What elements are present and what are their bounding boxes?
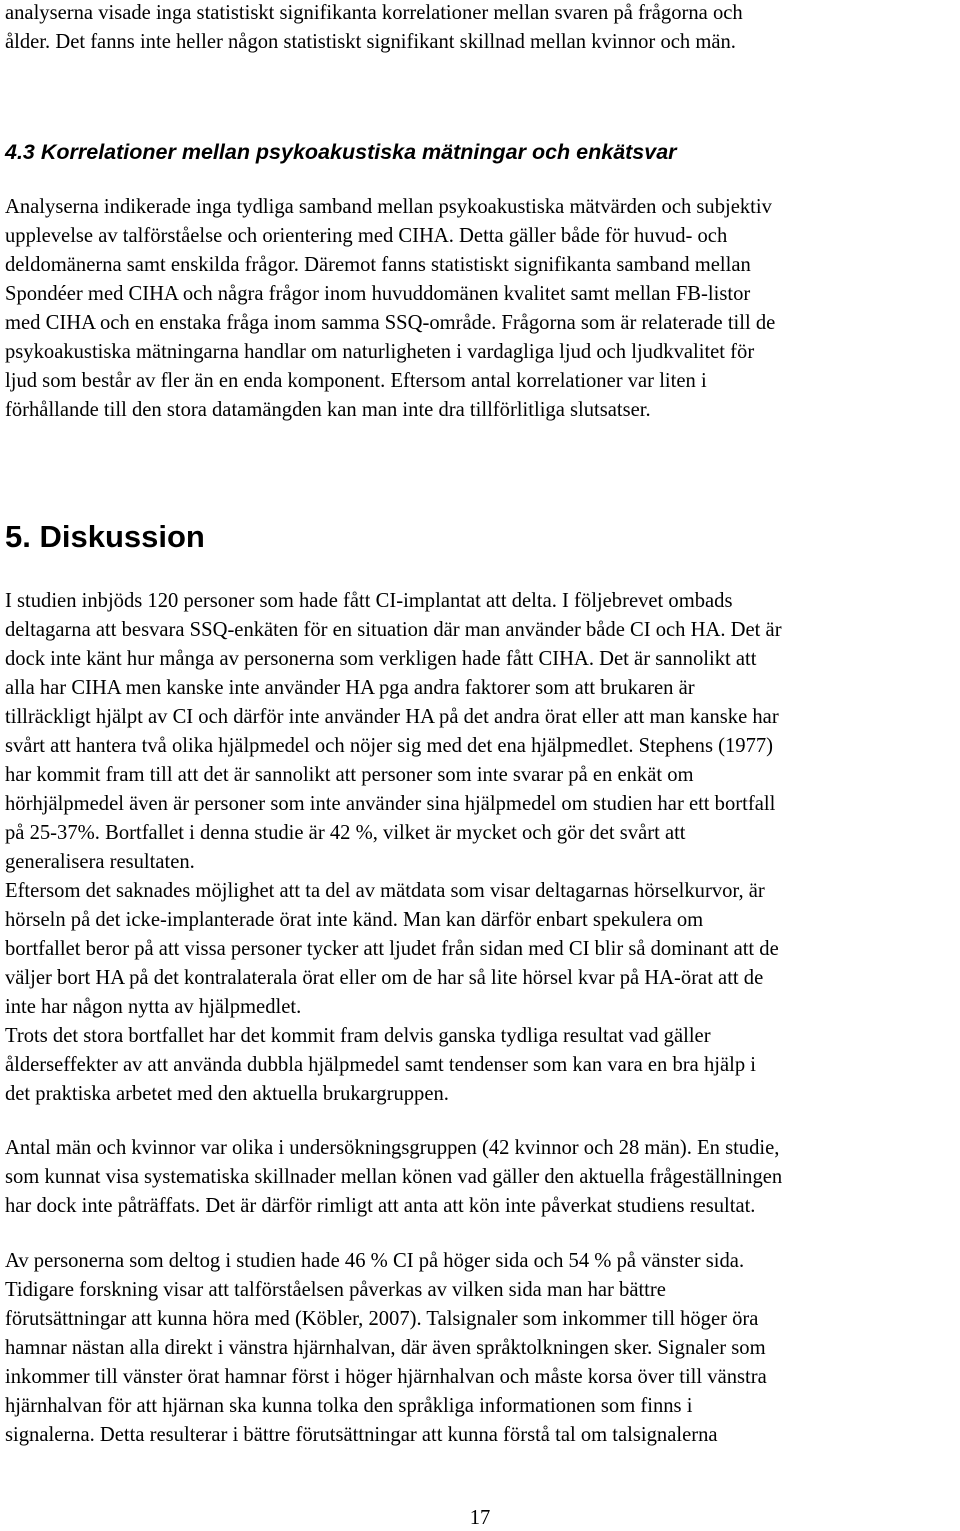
discussion-paragraph-3: Trots det stora bortfallet har det kommit fram delvis ganska tydliga resultat vad gäller ålderseffekter av att använda dubbla hjälpmedel samt tendenser som kan vara en bra hjälp i det praktiska arbetet med den aktuella brukargruppen. — [5, 1025, 756, 1105]
page-number: 17 — [469, 1507, 491, 1529]
discussion-paragraph-5: Av personerna som deltog i studien hade 46 % CI på höger sida och 54 % på vänster sida. Tidigare forskning visar att talförståelsen påverkas av vilken sida man har bättre förutsättningar att kunna höra med (Köbler, 2007). Talsignaler som inkommer till höger öra hamnar nästan alla direkt i vänstra hjärnhalvan, där även språktolkningen sker. Signaler som inkommer till vänster örat hamnar först i höger hjärnhalvan och måste korsa över till vänstra hjärnhalvan för att hjärnan ska kunna tolka den språkliga informationen som finns i signalerna. Detta resulterar i bättre förutsättningar att kunna förstå tal om talsignalerna — [5, 1250, 767, 1446]
discussion-paragraph-1: I studien inbjöds 120 personer som hade fått CI-implantat att delta. I följebrevet ombads deltagarna att besvara SSQ-enkäten för en situation där man använder både CI och HA. Det är dock inte känt hur många av personerna som verkligen hade fått CIHA. Det är sannolikt att alla har CIHA men kanske inte använder HA pga andra faktorer som att brukaren är tillräckligt hjälpt av CI och därför inte använder HA på det andra örat eller att man kanske har svårt att hantera två olika hjälpmedel och nöjer sig med det ena hjälpmedlet. Stephens (1977) har kommit fram till att det är sannolikt att personer som inte svarar på en enkät om hörhjälpmedel även är personer som inte använder sina hjälpmedel om studien har ett bortfall på 25-37%. Bortfallet i denna studie är 42 %, vilket är mycket och gör det svårt att generalisera resultaten. — [5, 590, 782, 873]
section-heading-4-3: 4.3 Korrelationer mellan psykoakustiska mätningar och enkätsvar — [5, 140, 677, 164]
intro-paragraph: analyserna visade inga statistiskt signifikanta korrelationer mellan svaren på frågorna och ålder. Det fanns inte heller någon statistiskt signifikant skillnad mellan kvinnor och män. — [5, 2, 743, 53]
discussion-paragraph-2: Eftersom det saknades möjlighet att ta del av mätdata som visar deltagarnas hörselkurvor, är hörseln på det icke-implanterade örat inte känd. Man kan därför enbart spekulera om bortfallet beror på att vissa personer tycker att ljudet från sidan med CI blir så dominant att de väljer bort HA på det kontralaterala örat eller om de har så lite hörsel kvar på HA-örat att de inte har någon nytta av hjälpmedlet. — [5, 880, 779, 1018]
section-heading-5: 5. Diskussion — [5, 519, 205, 554]
discussion-paragraph-4: Antal män och kvinnor var olika i undersökningsgruppen (42 kvinnor och 28 män). En studie, som kunnat visa systematiska skillnader mellan könen vad gäller den aktuella frågeställningen har dock inte påträffats. Det är därför rimligt att anta att kön inte påverkat studiens resultat. — [5, 1137, 783, 1217]
section-4-3-paragraph: Analyserna indikerade inga tydliga samband mellan psykoakustiska mätvärden och subjektiv upplevelse av talförståelse och orientering med CIHA. Detta gäller både för huvud- och deldomänerna samt enskilda frågor. Däremot fanns statistiskt signifikanta samband mellan Spondéer med CIHA och några frågor inom huvuddomänen kvalitet samt mellan FB-listor med CIHA och en enstaka fråga inom samma SSQ-område. Frågorna som är relaterade till de psykoakustiska mätningarna handlar om naturligheten i vardagliga ljud och ljudkvalitet för ljud som består av fler än en enda komponent. Eftersom antal korrelationer var liten i förhållande till den stora datamängden kan man inte dra tillförlitliga slutsatser. — [5, 196, 776, 421]
